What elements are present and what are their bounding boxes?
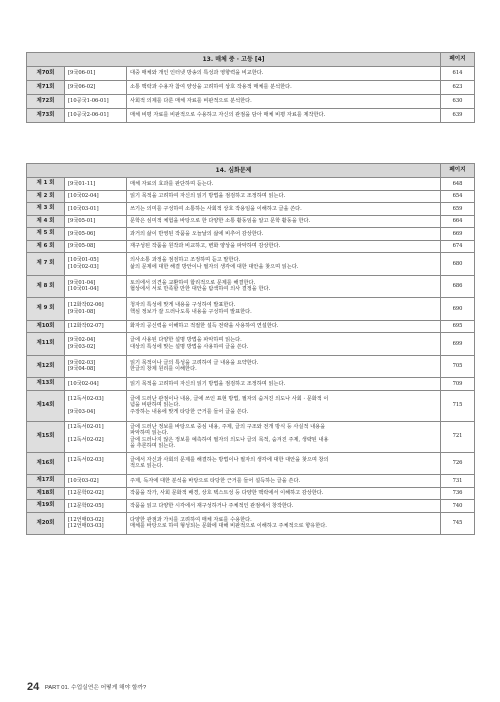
session-number: 제11회 — [27, 333, 65, 356]
standard-description: 협상에서 서로 만족할 만한 대안을 탐색하여 의사 결정을 한다. — [130, 286, 271, 293]
standard-code: [12화작02-06] — [68, 302, 104, 309]
standard-code: [12독서02-03] — [68, 456, 104, 463]
standard-description-cell — [127, 320, 441, 333]
standard-code-cell — [65, 487, 127, 500]
standard-code — [68, 463, 123, 470]
standard-code-cell — [65, 190, 127, 203]
table-row — [27, 475, 475, 488]
standard-code-cell — [65, 390, 127, 421]
session-number: 제 5 회 — [27, 228, 65, 241]
table-row — [27, 275, 475, 298]
standard-description: 글에 드러난 정보를 바탕으로 중심 내용, 주제, 글의 구조와 전개 방식 등 사실적 내용을 — [130, 423, 326, 430]
standard-code-cell — [65, 355, 127, 378]
standard-code-cell — [65, 228, 127, 241]
standard-code-cell — [65, 333, 127, 356]
standard-code: [12독서02-03] — [68, 395, 104, 402]
standard-description: 화자의 공신력을 이해하고 적절한 설득 전략을 사용하여 연설한다. — [130, 323, 279, 329]
session-number: 제71회 — [27, 81, 65, 95]
standard-description: 글에 드러나지 않은 정보를 예측하여 필자의 의도나 글의 목적, 숨겨진 주제, 생략된 내용 — [130, 436, 329, 443]
session-number: 제14회 — [27, 390, 65, 421]
standard-description-cell — [127, 475, 441, 488]
table-row — [27, 298, 475, 321]
standard-code-cell — [65, 298, 127, 321]
standard-description: 청자의 특성에 맞게 내용을 구성하여 발표한다. — [130, 302, 236, 309]
table-row — [27, 240, 475, 253]
session-number: 제16회 — [27, 452, 65, 475]
session-number: 제 2 회 — [27, 190, 65, 203]
standard-description: 쓰기는 의미를 구성하여 소통하는 사회적 상호 작용임을 이해하고 글을 쓴다. — [130, 205, 302, 212]
session-number: 제 1 회 — [27, 178, 65, 191]
standard-code: [12언매03-02] — [68, 516, 104, 523]
page-number: 721 — [441, 421, 475, 452]
standard-code: [10국03-02] — [68, 477, 99, 484]
table-row — [27, 203, 475, 216]
table-row — [27, 109, 475, 123]
standard-description: 매체 자료의 효과를 판단하며 듣는다. — [130, 180, 214, 187]
standard-code-cell — [65, 500, 127, 513]
standard-code: [12독서02-01] — [68, 423, 104, 430]
session-number: 제70회 — [27, 67, 65, 81]
standard-code: [9국05-08] — [68, 243, 96, 249]
table-row — [27, 67, 475, 81]
page-number: 686 — [441, 275, 475, 298]
standard-code: [9국01-08] — [68, 308, 96, 315]
standard-description: 작품을 작가, 사회 문화적 배경, 상호 텍스트성 등 다양한 맥락에서 이해하고 감상한다. — [130, 490, 324, 496]
standard-code: [10공국2-06-01] — [65, 109, 127, 123]
page-number: 648 — [441, 178, 475, 191]
table-row — [27, 333, 475, 356]
page-number: 745 — [441, 512, 475, 535]
standard-description: 토의에서 의견을 교환하여 합리적으로 문제를 해결한다. — [130, 279, 256, 286]
standard-code: [9국03-04] — [68, 408, 96, 415]
standard-code: [10국01-05] — [68, 257, 99, 264]
page-number: 695 — [441, 320, 475, 333]
table-row — [27, 228, 475, 241]
page-footer — [27, 681, 146, 693]
page-number: 740 — [441, 500, 475, 513]
table-row — [27, 390, 475, 421]
standard-code-cell — [65, 378, 127, 391]
page-number: 680 — [441, 253, 475, 276]
standard-description-cell — [127, 512, 441, 535]
standard-description: 대상의 특성에 맞는 설명 방법을 사용하여 글을 쓴다. — [130, 343, 249, 350]
standard-description: 삶의 문제에 대한 해결 방안이나 필자의 생각에 대한 대안을 찾으며 읽는다. — [130, 263, 299, 270]
session-number: 제12회 — [27, 355, 65, 378]
page-number: 639 — [441, 109, 475, 123]
standard-description-cell — [127, 500, 441, 513]
standard-code: [9국01-11] — [68, 180, 96, 187]
standard-description: 주장하는 내용에 맞게 타당한 근거를 들어 글을 쓴다. — [130, 408, 249, 415]
session-number: 제72회 — [27, 95, 65, 109]
standard-description: 핵심 정보가 잘 드러나도록 내용을 구성하여 발표한다. — [130, 308, 252, 315]
standard-code-cell — [65, 452, 127, 475]
page-number: 690 — [441, 298, 475, 321]
standard-code: [12문학02-02] — [68, 490, 104, 496]
standard-description: 사회적 의제를 다룬 매체 자료를 비판적으로 분석한다. — [127, 95, 441, 109]
table-row — [27, 178, 475, 191]
table-row — [27, 421, 475, 452]
standard-code: [12문학02-05] — [68, 502, 104, 509]
standard-code: [9국04-08] — [68, 366, 96, 373]
standard-code: [9국02-04] — [68, 337, 96, 344]
standard-code: [12언매03-03] — [68, 523, 104, 530]
page-number: 614 — [441, 67, 475, 81]
standard-description: 념을 비판하며 읽는다. — [130, 402, 181, 409]
section13-title: 13. 매체 중 · 고등 [4] — [27, 53, 441, 67]
session-number: 제 3 회 — [27, 203, 65, 216]
standard-description: 의사소통 과정을 점검하고 조정하며 듣고 말한다. — [130, 257, 241, 264]
standard-description-cell — [127, 333, 441, 356]
session-number: 제17회 — [27, 475, 65, 488]
standard-description: 적으로 읽는다. — [130, 463, 164, 470]
standard-description-cell — [127, 240, 441, 253]
page-number: 709 — [441, 378, 475, 391]
session-number: 제 8 회 — [27, 275, 65, 298]
page-number: 705 — [441, 355, 475, 378]
standard-description: 다양한 관점과 가치를 고려하여 매체 자료를 수용한다. — [130, 516, 252, 523]
standard-code: [9국05-06] — [68, 230, 96, 237]
page-number: 736 — [441, 487, 475, 500]
session-number: 제13회 — [27, 378, 65, 391]
page-number: 623 — [441, 81, 475, 95]
table-row — [27, 512, 475, 535]
standard-description-cell — [127, 390, 441, 421]
standard-description-cell — [127, 228, 441, 241]
standard-description: 재구성된 작품을 원작과 비교하고, 변화 양상을 파악하며 감상한다. — [130, 243, 281, 249]
session-number: 제10회 — [27, 320, 65, 333]
standard-description: 소통 맥락과 수용자 참여 양상을 고려하여 상호 작용적 매체를 분석한다. — [127, 81, 441, 95]
session-number: 제19회 — [27, 500, 65, 513]
standard-code: [10국01-04] — [68, 286, 99, 293]
standard-description: 글에 드러난 관점이나 내용, 글에 쓰인 표현 방법, 필자의 숨겨진 의도나 사회 · 문화적 이 — [130, 395, 329, 402]
standard-code: [9국03-02] — [68, 343, 96, 350]
standard-code: [9국06-01] — [65, 67, 127, 81]
session-number: 제20회 — [27, 512, 65, 535]
section14-page-header: 페이지 — [441, 164, 475, 178]
page-number: 674 — [441, 240, 475, 253]
standard-code: [10공국1-06-01] — [65, 95, 127, 109]
session-number: 제15회 — [27, 421, 65, 452]
table-row — [27, 95, 475, 109]
standard-description-cell — [127, 178, 441, 191]
session-number: 제18회 — [27, 487, 65, 500]
standard-description: 과거의 삶이 반영된 작품을 오늘날의 삶에 비추어 감상한다. — [130, 230, 264, 237]
table-row — [27, 355, 475, 378]
standard-code-cell — [65, 240, 127, 253]
page-number: 659 — [441, 203, 475, 216]
page-number: 664 — [441, 215, 475, 228]
section13-table — [26, 52, 475, 123]
standard-description-cell — [127, 452, 441, 475]
standard-description: 매체 비평 자료를 비판적으로 수용하고 자신의 관점을 담아 매체 비평 자료를 제작한다. — [127, 109, 441, 123]
table-row — [27, 487, 475, 500]
table-row — [27, 81, 475, 95]
standard-code-cell — [65, 178, 127, 191]
section13-page-header: 페이지 — [441, 53, 475, 67]
standard-code: [10국02-03] — [68, 263, 99, 270]
standard-code: [12독서02-02] — [68, 436, 104, 443]
standard-code — [68, 443, 123, 450]
standard-description: 대중 매체와 개인 인터넷 방송의 특성과 영향력을 비교한다. — [127, 67, 441, 81]
standard-description-cell — [127, 275, 441, 298]
standard-code-cell — [65, 320, 127, 333]
standard-description-cell — [127, 253, 441, 276]
standard-description-cell — [127, 421, 441, 452]
session-number: 제73회 — [27, 109, 65, 123]
standard-description-cell — [127, 215, 441, 228]
page-number: 731 — [441, 475, 475, 488]
standard-code-cell — [65, 215, 127, 228]
table-row — [27, 215, 475, 228]
page-number: 726 — [441, 452, 475, 475]
standard-description-cell — [127, 190, 441, 203]
standard-code-cell — [65, 421, 127, 452]
standard-description: 읽기 목적을 고려하여 자신의 읽기 방법을 점검하고 조정하며 읽는다. — [130, 380, 286, 387]
page-number: 630 — [441, 95, 475, 109]
session-number: 제 6 회 — [27, 240, 65, 253]
page-number: 669 — [441, 228, 475, 241]
table-row — [27, 452, 475, 475]
standard-description: 한글의 창제 원리를 이해한다. — [130, 366, 197, 373]
section14-title: 14. 심화문제 — [27, 164, 441, 178]
standard-description-cell — [127, 203, 441, 216]
standard-code: [10국03-01] — [68, 205, 99, 212]
footer-page-number: 24 — [27, 681, 40, 693]
standard-description-cell — [127, 378, 441, 391]
standard-description: 글에 사용된 다양한 설명 방법을 파악하며 읽는다. — [130, 337, 242, 344]
session-number: 제 4 회 — [27, 215, 65, 228]
standard-code: [9국06-02] — [65, 81, 127, 95]
standard-code-cell — [65, 203, 127, 216]
page-number: 699 — [441, 333, 475, 356]
standard-description: 주제, 독자에 대한 분석을 바탕으로 타당한 근거를 들어 설득하는 글을 쓴다. — [130, 477, 301, 484]
table-row — [27, 378, 475, 391]
footer-part-title: PART 01. 수업실연은 어떻게 해야 할까? — [44, 685, 147, 691]
standard-description: 읽기 목적을 고려하여 자신의 읽기 방법을 점검하고 조정하며 읽는다. — [130, 193, 286, 199]
standard-code: [9국05-01] — [68, 218, 96, 224]
standard-description: 읽기 목적이나 글의 특성을 고려하여 글 내용을 요약한다. — [130, 359, 259, 366]
standard-description: 파악하며 읽는다. — [130, 430, 169, 436]
section14-table — [26, 163, 475, 535]
table-row — [27, 320, 475, 333]
page-number: 715 — [441, 390, 475, 421]
standard-code-cell — [65, 275, 127, 298]
standard-code: [10국02-04] — [68, 380, 99, 387]
page-number: 654 — [441, 190, 475, 203]
standard-description: 작품을 읽고 다양한 시각에서 재구성하거나 주체적인 관점에서 창작한다. — [130, 502, 294, 509]
standard-description: 을 추론하며 읽는다. — [130, 443, 176, 449]
standard-description: 글에서 자신과 사회의 문제를 해결하는 방법이나 필자의 생각에 대한 대안을 찾으며 창의 — [130, 456, 329, 463]
standard-description-cell — [127, 487, 441, 500]
standard-description-cell — [127, 298, 441, 321]
table-row — [27, 253, 475, 276]
standard-code: [9국02-03] — [68, 359, 96, 366]
standard-code: [12화작02-07] — [68, 323, 104, 329]
standard-code-cell — [65, 512, 127, 535]
standard-description: 문학은 심미적 체험을 바탕으로 한 다양한 소통 활동임을 알고 문학 활동을 한다. — [130, 218, 311, 224]
standard-code-cell — [65, 253, 127, 276]
table-row — [27, 500, 475, 513]
standard-description-cell — [127, 355, 441, 378]
standard-description: 매체를 바탕으로 하여 형성되는 문화에 대해 비판적으로 이해하고 주체적으로 향유한다. — [130, 523, 327, 530]
session-number: 제 9 회 — [27, 298, 65, 321]
session-number: 제 7 회 — [27, 253, 65, 276]
standard-code: [10국02-04] — [68, 193, 99, 199]
standard-code: [9국01-04] — [68, 279, 96, 286]
table-row — [27, 190, 475, 203]
standard-code-cell — [65, 475, 127, 488]
